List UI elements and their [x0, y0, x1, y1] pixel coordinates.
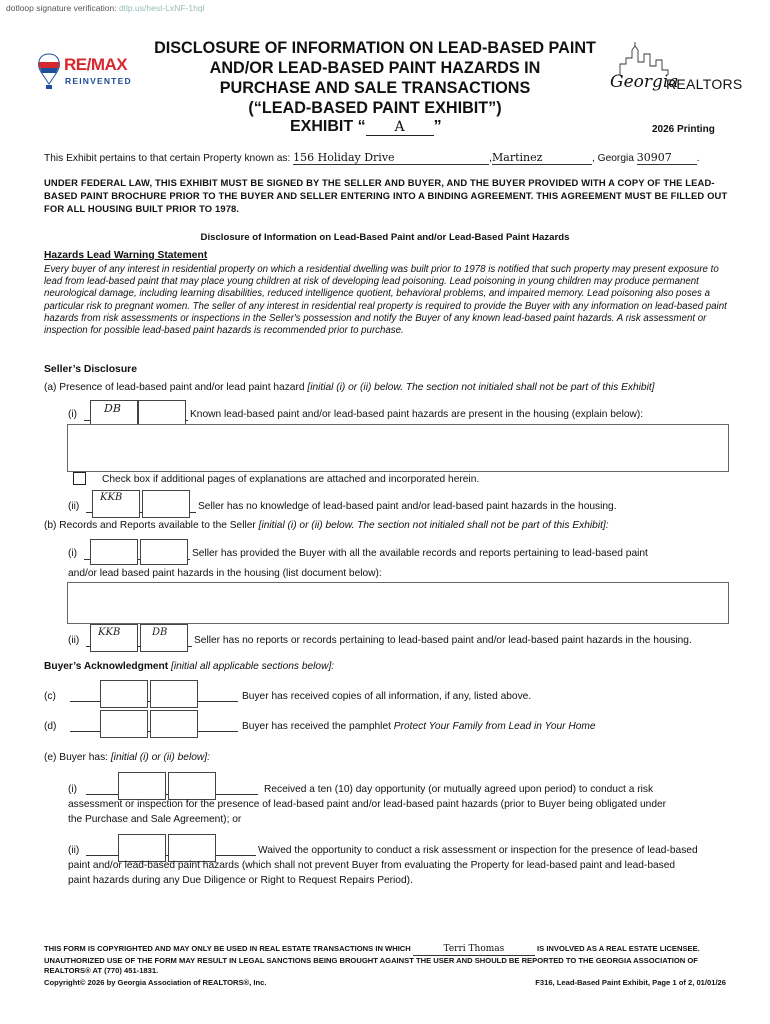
additional-pages-checkbox[interactable]: [73, 472, 86, 485]
seller-b-ii-text: Seller has no reports or records pertaining to lead-based paint and/or lead-based paint hazards in the housing.: [194, 635, 692, 646]
property-zip-field[interactable]: 30907: [637, 151, 697, 165]
title-line-3: PURCHASE AND SALE TRANSACTIONS: [219, 79, 531, 97]
seller-b-ii-label: (ii): [68, 635, 80, 646]
footer-form-number: F316, Lead-Based Paint Exhibit, Page 1 of 2, 01/01/26: [535, 978, 726, 987]
title-line-2: AND/OR LEAD-BASED PAINT HAZARDS IN: [209, 59, 541, 77]
footer-line1-post: IS INVOLVED AS A REAL: [537, 944, 627, 953]
seller-a-i-text: Known lead-based paint and/or lead-based paint hazards are present in the housing (explain below):: [190, 409, 644, 420]
buyer-e-i-text: Received a ten (10) day opportunity (or mutually agreed upon period) to conduct a risk: [264, 784, 654, 795]
seller-a-text: Presence of lead-based paint and/or lead paint hazard: [59, 382, 305, 393]
property-state-label: , Georgia: [592, 153, 634, 164]
buyer-e-ii-text: Waived the opportunity to conduct a risk assessment or inspection for the presence of lead-based: [258, 845, 698, 856]
buyer-d-initial-box-1[interactable]: [100, 710, 148, 738]
buyer-e-ii-text-3: paint hazards during any Due Diligence or Right to Request Repairs Period).: [68, 875, 413, 886]
buyer-e-ii-initial-box-2[interactable]: [168, 834, 216, 862]
seller-b-i-initial-box-2[interactable]: [140, 539, 188, 565]
seller-b-i-initial-box-1[interactable]: [90, 539, 138, 565]
remax-subtitle: REINVENTED: [65, 76, 132, 86]
buyer-d-text: Buyer has received the pamphlet: [242, 721, 391, 732]
verification-link[interactable]: dtlp.us/hest-LxNF-1hql: [118, 3, 205, 13]
buyer-heading: Buyer’s Acknowledgment: [44, 661, 169, 672]
buyer-d-label: (d): [44, 721, 57, 732]
seller-b-i-text: Seller has provided the Buyer with all the available records and reports pertaining to lead-based paint: [192, 548, 648, 559]
atlanta-skyline-icon: [606, 42, 734, 76]
buyer-heading-line: [44, 661, 334, 672]
exhibit-prefix: EXHIBIT “: [290, 118, 366, 135]
buyer-e-i-text-2: assessment or inspection for the presence of lead-based paint and/or lead-based paint hazards (prior to Buyer being obligated under: [68, 799, 667, 810]
hazards-heading: Hazards Lead Warning Statement: [44, 250, 208, 261]
buyer-e-line: [44, 752, 210, 763]
buyer-e-i-initial-box-2[interactable]: [168, 772, 216, 800]
seller-b-i-documents-box[interactable]: [67, 582, 729, 624]
seller-b-line: [44, 520, 609, 531]
buyer-heading-note: [initial all applicable sections below]:: [171, 661, 335, 672]
buyer-e-i-initial-box-1[interactable]: [118, 772, 166, 800]
seller-a-i-initial-box-2[interactable]: [138, 400, 186, 426]
seller-b-label: (b): [44, 520, 57, 531]
buyer-d-pamphlet: Protect Your Family from Lead in Your Home: [393, 721, 596, 732]
federal-warning: UNDER FEDERAL LAW, THIS EXHIBIT MUST BE SIGNED BY THE SELLER AND BUYER, AND THE BUYER PROVIDED WITH A COPY OF THE LEAD-BASED PAINT BROCHURE PRIOR TO THE BUYER AND SELLER ENTERING INTO A BINDING AGREEMENT. THIS AGREEMENT MUST BE FILLED OUT FOR ALL HOUSING BUILT PRIOR TO 1978.: [44, 177, 728, 214]
page-title: [140, 38, 610, 118]
seller-heading: Seller’s Disclosure: [44, 364, 137, 375]
title-line-1: DISCLOSURE OF INFORMATION ON LEAD-BASED PAINT: [154, 39, 596, 57]
verification-label: dotloop signature verification:: [6, 3, 117, 13]
title-line-4: (“LEAD-BASED PAINT EXHIBIT”): [248, 99, 502, 117]
seller-a-i-explanation-box[interactable]: [67, 424, 729, 472]
footer-line2: ESTATE LICENSEE. UNAUTHORIZED USE OF THE FORM MAY RESULT IN LEGAL SANCTIONS BEING BROUGHT AGAINST THE USER AND SHOULD BE REPORTED TO THE GEORGIA ASSOCIATION OF REALTORS® AT (770) 451-1831.: [44, 944, 700, 976]
exhibit-letter-field[interactable]: A: [366, 119, 434, 136]
property-address-field[interactable]: 156 Holiday Drive: [293, 151, 489, 165]
property-lead-text: This Exhibit pertains to that certain Property known as:: [44, 153, 291, 164]
footer-agent-name: Terri Thomas: [413, 944, 535, 956]
buyer-e-i-label: (i): [68, 784, 78, 795]
buyer-c-initial-box-1[interactable]: [100, 680, 148, 708]
seller-b-i-text-2: and/or lead based paint hazards in the housing (list document below):: [68, 568, 382, 579]
seller-b-ii-initial-2: DB: [152, 627, 168, 638]
footer-line1-pre: THIS FORM IS COPYRIGHTED AND MAY ONLY BE USED IN REAL ESTATE TRANSACTIONS IN WHICH: [44, 944, 411, 953]
ga-logo-word-realtors: REALTORS: [666, 76, 743, 92]
buyer-e-label: (e): [44, 752, 57, 763]
property-line: This Exhibit pertains to that certain Property known as: 156 Holiday Drive ,Martinez , Georgia 30907 .: [44, 151, 700, 164]
seller-a-note: [initial (i) or (ii) below. The section not initialed shall not be part of this Exhibit]: [307, 382, 655, 393]
section-title: Disclosure of Information on Lead-Based Paint and/or Lead-Based Paint Hazards: [200, 232, 570, 243]
buyer-c-text: Buyer has received copies of all information, if any, listed above.: [242, 691, 532, 702]
buyer-c-label: (c): [44, 691, 56, 702]
georgia-realtors-logo: [606, 42, 743, 102]
buyer-c-initial-box-2[interactable]: [150, 680, 198, 708]
seller-a-ii-text: Seller has no knowledge of lead-based paint and/or lead-based paint hazards in the housing.: [198, 501, 617, 512]
seller-a-i-initial: DB: [104, 402, 121, 415]
ga-logo-word-georgia: Georgia: [610, 72, 679, 92]
buyer-e-i-text-3: the Purchase and Sale Agreement); or: [68, 814, 242, 825]
dotloop-verification: [6, 3, 204, 13]
seller-a-ii-label: (ii): [68, 501, 80, 512]
seller-b-ii-initial-1: KKB: [98, 627, 121, 638]
checkbox-text: Check box if additional pages of explanations are attached and incorporated herein.: [102, 474, 480, 485]
remax-wordmark: RE/MAX: [64, 55, 128, 74]
exhibit-suffix: ”: [433, 118, 442, 135]
seller-b-i-label: (i): [68, 548, 78, 559]
buyer-e-ii-text-2: paint and/or lead-based paint hazards (which shall not prevent Buyer from evaluating the Property for lead-based paint and lead-based: [68, 860, 676, 871]
buyer-e-note: [initial (i) or (ii) below]:: [110, 752, 210, 763]
seller-a-line: [44, 382, 655, 393]
remax-logo: [36, 50, 142, 94]
buyer-e-ii-initial-box-1[interactable]: [118, 834, 166, 862]
buyer-e-ii-label: (ii): [68, 845, 80, 856]
buyer-d-line: [242, 721, 596, 732]
seller-a-label: (a): [44, 382, 57, 393]
seller-a-ii-initial-box-2[interactable]: [142, 490, 190, 518]
seller-a-i-label: (i): [68, 409, 78, 420]
seller-b-text: Records and Reports available to the Seller: [59, 520, 256, 531]
footer-notice: [44, 944, 728, 977]
seller-b-note: [initial (i) or (ii) below. The section not initialed shall not be part of this Exhibit]:: [258, 520, 609, 531]
buyer-d-initial-box-2[interactable]: [150, 710, 198, 738]
printing-year: 2026 Printing: [652, 124, 715, 135]
footer-copyright: Copyright© 2026 by Georgia Association of REALTORS®, Inc.: [44, 978, 267, 987]
property-city-field[interactable]: Martinez: [492, 151, 592, 165]
buyer-e-text: Buyer has:: [59, 752, 108, 763]
seller-a-ii-initial: KKB: [100, 492, 123, 503]
exhibit-line: [290, 118, 442, 136]
hazards-text: Every buyer of any interest in residential property on which a residential dwelling was built prior to 1978 is notified that such property may present exposure to lead from lead-based paint that may place young children at risk of developing lead poisoning. Lead poisoning in young children may produce permanent neurological damage, including learning disabilities, reduced intelligence quotient, behavioral problems, and impaired memory. Lead poisoning also poses a particular risk to pregnant women. The seller of any interest in residential real property is required to provide the Buyer with any information on lead-based paint hazards from risk assessments or inspections in the Seller's possession and notify the Buyer of any known lead-based paint hazards. A risk assessment or inspection for possible lead-based paint hazards is recommended prior to purchase.: [44, 264, 727, 337]
